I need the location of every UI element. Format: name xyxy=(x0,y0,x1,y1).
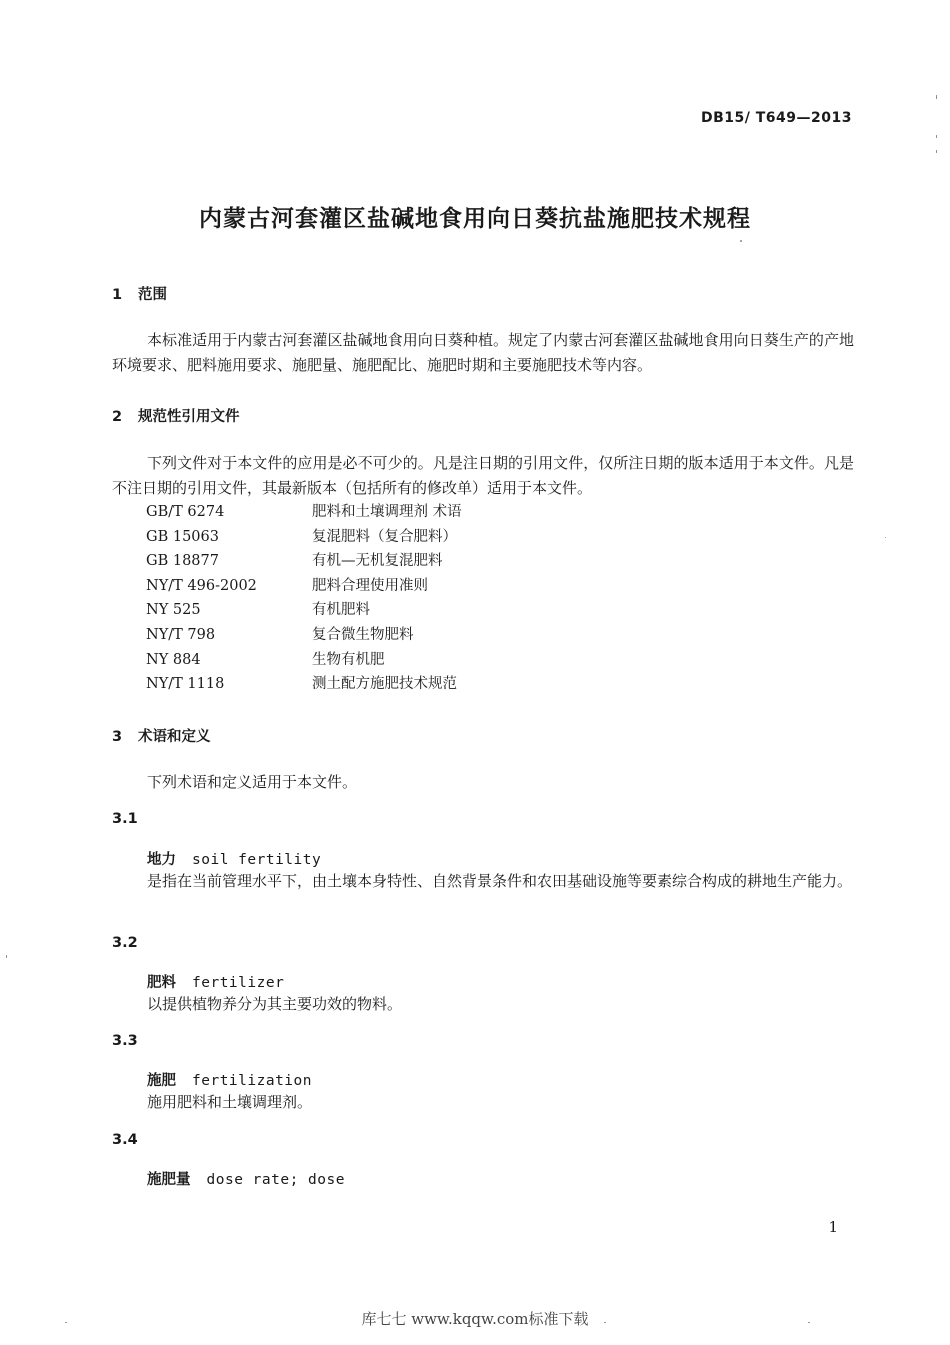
scan-speck xyxy=(740,240,742,242)
term-entry xyxy=(147,1168,345,1189)
term-english: fertilization xyxy=(192,1073,312,1089)
section-number: 3 xyxy=(112,729,123,745)
reference-name: 肥料合理使用准则 xyxy=(312,577,428,594)
page-number: 1 xyxy=(828,1218,838,1236)
reference-code: NY 884 xyxy=(146,651,201,668)
document-title: 内蒙古河套灌区盐碱地食用向日葵抗盐施肥技术规程 xyxy=(199,206,751,232)
reference-code: GB 18877 xyxy=(146,553,219,570)
terms-intro-paragraph: 下列术语和定义适用于本文件。 xyxy=(147,773,358,791)
scan-speck xyxy=(936,135,937,138)
scan-speck xyxy=(65,1322,67,1323)
term-entry xyxy=(147,971,284,992)
reference-code: GB/T 6274 xyxy=(146,504,225,520)
term-english: dose rate; dose xyxy=(206,1172,345,1188)
scan-speck xyxy=(936,150,937,153)
term-english: fertilizer xyxy=(192,975,285,991)
section-title: 规范性引用文件 xyxy=(138,409,240,425)
reference-code: NY 525 xyxy=(146,602,201,619)
reference-item xyxy=(146,598,462,623)
section-2-heading xyxy=(112,405,240,426)
term-entry xyxy=(147,848,321,869)
reference-item xyxy=(146,648,462,673)
term-chinese: 肥料 xyxy=(147,975,176,991)
subsection-number: 3.3 xyxy=(112,1033,138,1049)
subsection-number: 3.1 xyxy=(112,811,138,827)
references-paragraph: 下列文件对于本文件的应用是必不可少的。凡是注日期的引用文件，仅所注日期的版本适用于本文件。凡是不注日期的引用文件，其最新版本（包括所有的修改单）适用于本文件。 xyxy=(112,454,854,497)
section-1-heading xyxy=(112,283,167,304)
reference-code: GB 15063 xyxy=(146,528,219,545)
reference-item xyxy=(146,672,462,697)
scan-speck xyxy=(6,955,7,958)
scan-speck xyxy=(936,95,937,99)
term-chinese: 地力 xyxy=(147,852,176,868)
reference-name: 生物有机肥 xyxy=(312,651,385,668)
scan-speck xyxy=(604,1322,606,1323)
scan-speck xyxy=(808,1322,810,1323)
section-number: 2 xyxy=(112,409,123,425)
term-definition: 以提供植物养分为其主要功效的物料。 xyxy=(147,995,403,1013)
scan-speck xyxy=(885,537,886,538)
reference-list xyxy=(146,500,462,697)
term-definition: 施用肥料和土壤调理剂。 xyxy=(147,1093,313,1111)
reference-item xyxy=(146,623,462,648)
standard-code: DB15/ T649—2013 xyxy=(701,110,852,126)
reference-name: 肥料和土壤调理剂 术语 xyxy=(312,504,462,520)
section-3-heading xyxy=(112,725,211,746)
section-title: 术语和定义 xyxy=(138,729,211,745)
reference-code: NY/T 1118 xyxy=(146,676,225,693)
scope-paragraph: 本标准适用于内蒙古河套灌区盐碱地食用向日葵种植。规定了内蒙古河套灌区盐碱地食用向日葵生产的产地环境要求、肥料施用要求、施肥量、施肥配比、施肥时期和主要施肥技术等内容。 xyxy=(112,331,854,374)
term-entry xyxy=(147,1069,312,1090)
section-title: 范围 xyxy=(138,287,167,303)
reference-name: 复混肥料（复合肥料） xyxy=(312,528,457,545)
reference-item xyxy=(146,549,462,574)
section-number: 1 xyxy=(112,287,123,303)
reference-name: 复合微生物肥料 xyxy=(312,626,414,643)
term-english: soil fertility xyxy=(192,852,322,868)
term-chinese: 施肥 xyxy=(147,1073,176,1089)
term-definition: 是指在当前管理水平下，由土壤本身特性、自然背景条件和农田基础设施等要素综合构成的耕地生产能力。 xyxy=(147,872,853,890)
subsection-number: 3.4 xyxy=(112,1132,138,1148)
subsection-number: 3.2 xyxy=(112,935,138,951)
reference-item xyxy=(146,574,462,599)
term-chinese: 施肥量 xyxy=(147,1172,191,1188)
reference-item xyxy=(146,525,462,550)
reference-name: 有机—无机复混肥料 xyxy=(312,553,443,570)
reference-code: NY/T 496-2002 xyxy=(146,577,257,594)
reference-code: NY/T 798 xyxy=(146,626,216,643)
reference-name: 测土配方施肥技术规范 xyxy=(312,676,457,693)
reference-name: 有机肥料 xyxy=(312,602,370,619)
reference-item xyxy=(146,500,462,525)
footer-watermark: 库七七 www.kqqw.com标准下载 xyxy=(361,1310,589,1328)
